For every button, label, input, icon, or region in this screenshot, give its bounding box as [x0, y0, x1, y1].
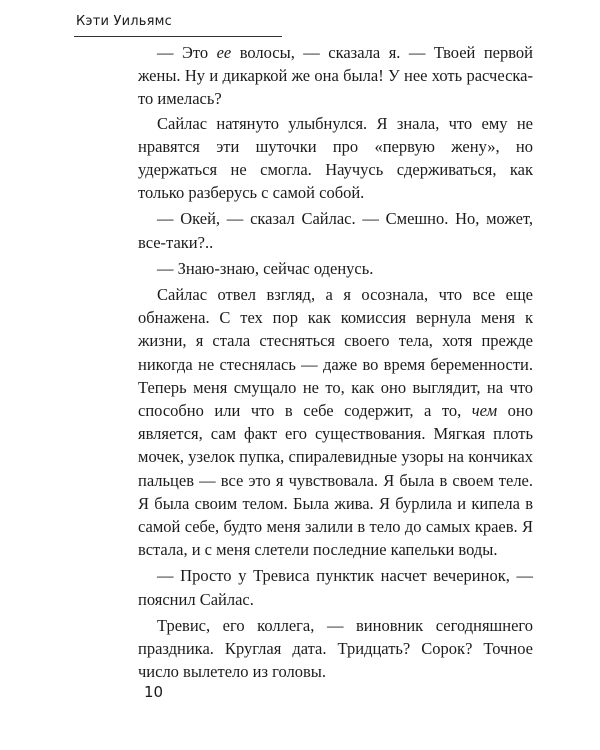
paragraph-5-text-a: Сайлас отвел взгляд, а я осознала, что все еще обнажена. С тех пор как комиссия вернула меня к жизни, я стала стесняться своего тела, хотя прежде никогда не стеснялась — даже во время беременности. Теперь меня смущало не то, как оно выглядит, на что способно или что в себе содержит, а то, [138, 285, 533, 421]
paragraph-4: — Знаю-знаю, сейчас оденусь. [157, 258, 374, 278]
paragraph-1-text-a: — Это [157, 43, 217, 62]
paragraph-1-text-b: волосы, — сказала я. — Твоей первой жены. Ну и дикаркой же она была! У нее хоть расческа-то имелась? [138, 43, 534, 109]
paragraph-2: Сайлас натянуто улыбнулся. Я знала, что ему не нравятся эти шуточки про «первую жену», но удержаться не смогла. Научусь сдерживаться, как только разберусь с самой собой. [138, 113, 533, 203]
paragraph-5 [138, 283, 533, 561]
paragraph-5-text-b: оно является, сам факт его существования. Мягкая плоть мочек, узелок пупка, спиралевидные узоры на кончиках пальцев — все это я чувствовала. Я была в своем теле. Я была своим телом. Была жива. Я бурлила и кипела в самой себе, будто меня залили в тело до самых краев. Я встала, и с меня слетели последние капельки воды. [138, 401, 533, 560]
paragraph-3: — Окей, — сказал Сайлас. — Смешно. Но, может, все-таки?.. [138, 209, 533, 252]
paragraph-6: — Просто у Тревиса пунктик насчет вечеринок, — пояснил Сайлас. [138, 566, 533, 609]
paragraph-1-emphasis: ее [216, 43, 232, 62]
paragraph-5-emphasis: чем [471, 401, 498, 421]
page-body [138, 41, 533, 686]
page-number: 10 [144, 683, 164, 701]
paragraph-7: Тревис, его коллега, — виновник сегодняшнего праздника. Круглая дата. Тридцать? Сорок? Точное число вылетело из головы. [138, 615, 533, 682]
running-head-title: Кэти Уильямс [76, 14, 173, 29]
paragraph-1 [138, 41, 533, 111]
header-rule [74, 36, 282, 37]
